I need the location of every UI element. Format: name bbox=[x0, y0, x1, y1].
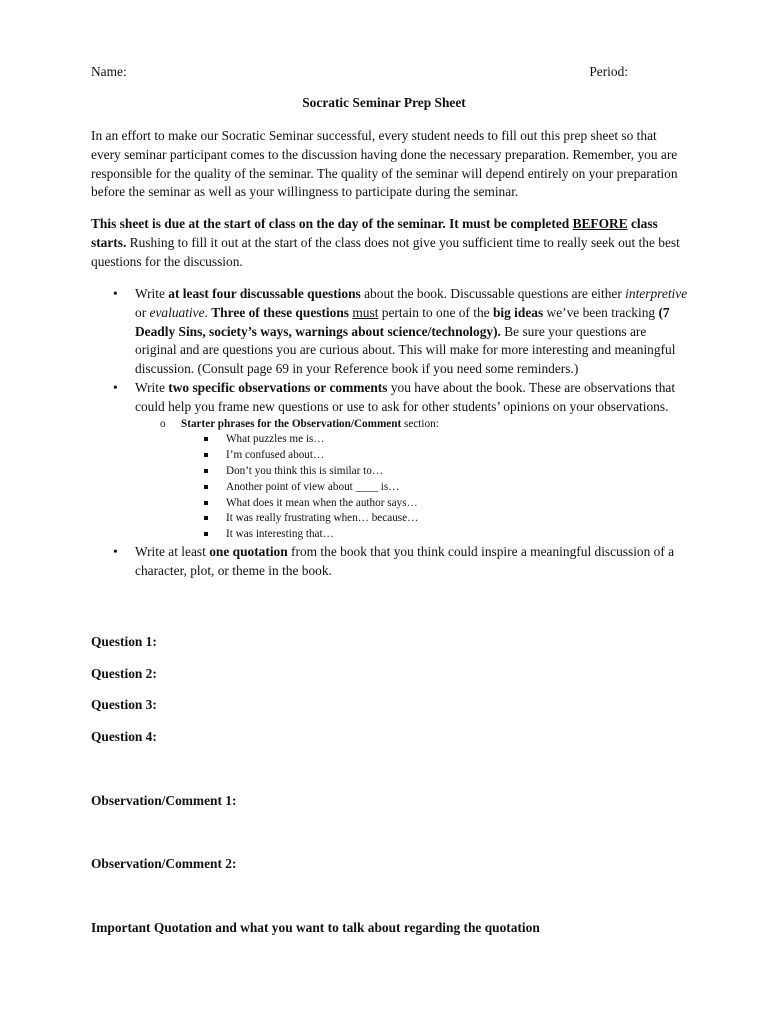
list-item: It was really frustrating when… because… bbox=[181, 511, 691, 527]
bullet-icon: • bbox=[113, 543, 118, 559]
list-item: I’m confused about… bbox=[181, 448, 691, 464]
list-item: Another point of view about ____ is… bbox=[181, 480, 691, 496]
document-title: Socratic Seminar Prep Sheet bbox=[302, 95, 466, 110]
due-paragraph bbox=[91, 215, 681, 271]
list-item: What puzzles me is… bbox=[181, 432, 691, 448]
before-emphasis: BEFORE bbox=[572, 216, 628, 231]
quotation-label: Important Quotation and what you want to talk about regarding the quotation bbox=[91, 920, 540, 935]
list-item-observations: • Write two specific observations or comments you have about the book. These are observations that could help you frame new questions or use to ask for other students’ opinions on your observations. o Starter phrases for the Observation/Comment section: What puzzles me is… I’m confused about… Don’t you think this is similar to… Another point of view about ____ is… What does it mean when the author says… It was really frustrating when… because… It was interesting that… bbox=[91, 379, 691, 543]
square-bullet-icon bbox=[204, 501, 208, 505]
due-bold-text: This sheet is due at the start of class on the day of the seminar. It must be completed bbox=[91, 216, 573, 231]
square-bullet-icon bbox=[204, 485, 208, 489]
square-bullet-icon bbox=[204, 532, 208, 536]
bullet-icon: • bbox=[113, 379, 118, 395]
list-item-quotation: • Write at least one quotation from the book that you think could inspire a meaningful discussion of a character, plot, or theme in the book. bbox=[113, 543, 675, 578]
starter-phrases-item: o Starter phrases for the Observation/Comment section: What puzzles me is… I’m confused about… Don’t you think this is similar to… Another point of view about ____ is… What does it mean when the author says… It was really frustrating when… because… It was interesting that… bbox=[135, 417, 691, 543]
square-bullet-icon bbox=[204, 469, 208, 473]
list-item: Don’t you think this is similar to… bbox=[181, 464, 691, 480]
question-1-label: Question 1: bbox=[91, 634, 157, 649]
observation-1-label: Observation/Comment 1: bbox=[91, 793, 237, 808]
due-bold-text-2: class starts. bbox=[91, 216, 658, 250]
period-label: Period: bbox=[589, 64, 628, 79]
question-2-label: Question 2: bbox=[91, 666, 157, 681]
bullet-icon: • bbox=[113, 286, 118, 301]
list-item: What does it mean when the author says… bbox=[181, 496, 691, 512]
list-item-questions: • Write at least four discussable questions about the book. Discussable questions are either interpretive or evaluative. Three of these questions must pertain to one of the big ideas we’ve been tracking (7 Deadly Sins, society’s ways, warnings about science/technology). Be sure your questions are original and are questions you are curious about. This will make for more interesting and meaningful discussion. (Consult page 69 in your Reference book if you need some reminders.) bbox=[113, 286, 688, 377]
name-label: Name: bbox=[91, 64, 127, 79]
square-bullet-icon bbox=[204, 437, 208, 441]
observation-2-label: Observation/Comment 2: bbox=[91, 856, 237, 871]
phrase-list bbox=[181, 432, 691, 543]
due-rest-text: Rushing to fill it out at the start of the class does not give you sufficient time to really seek out the best questions for the discussion. bbox=[91, 234, 680, 269]
circle-bullet-icon: o bbox=[160, 417, 166, 430]
square-bullet-icon bbox=[204, 516, 208, 520]
square-bullet-icon bbox=[204, 453, 208, 457]
instruction-list bbox=[91, 285, 691, 581]
starter-sublist bbox=[135, 417, 691, 543]
intro-paragraph: In an effort to make our Socratic Seminar successful, every student needs to fill out this prep sheet so that every seminar participant comes to the discussion having done the necessary preparation. Remember, you are responsible for the quality of the seminar. The quality of the seminar will depend entirely on your preparation before the seminar as well as your willingness to participate during the seminar. bbox=[91, 128, 678, 200]
header-row bbox=[91, 64, 628, 82]
question-3-label: Question 3: bbox=[91, 697, 157, 712]
question-4-label: Question 4: bbox=[91, 729, 157, 744]
list-item: It was interesting that… bbox=[181, 527, 691, 543]
